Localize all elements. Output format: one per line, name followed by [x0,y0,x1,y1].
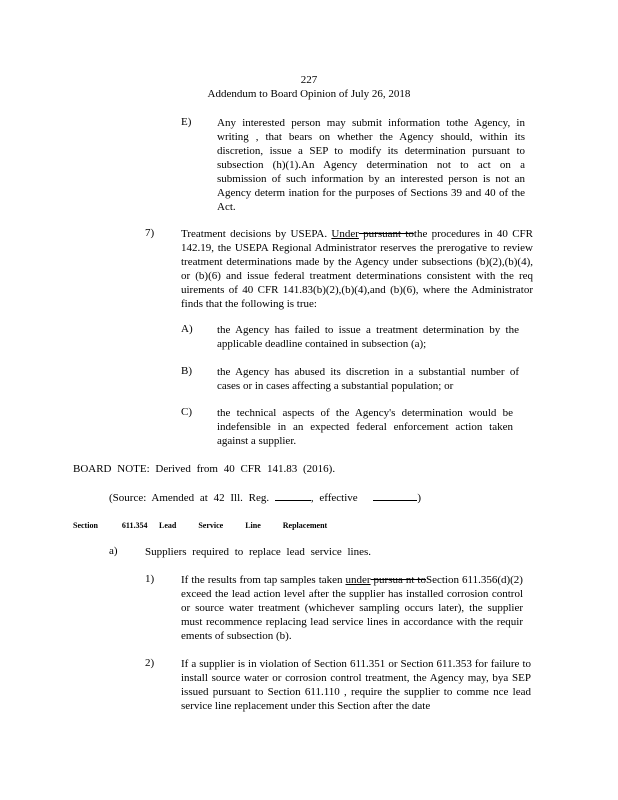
item-a1-text-a: If the results from tap samples taken [181,574,346,586]
source-mid: , effective [310,492,358,504]
source-blank-2 [373,490,417,501]
page-number: 227 [300,74,318,86]
item-7-text-b: the procedures in 40 CFR 142.19, the USEPA Regional Administrator reserves the prerogative to review treatment determinations made by the Agency under subsections (b)(2),(b)(4), or (b)(6) and issue federal treatment determinations consistent with the req uirements of 40 CFR 141.83(b)(2),(b)(4),and (b)(6), where the Administrator finds that the following is true: [181,228,533,310]
item-7c-text: the technical aspects of the Agency's determination would be indefensible in an expected federal enforcement action taken against a supplier. [217,407,513,447]
item-7-label: 7) [145,227,155,239]
subsection-a-label: a) [109,545,118,557]
item-e-label: E) [181,116,192,128]
source-prefix: (Source: Amended at 42 Ill. Reg. [109,492,270,504]
item-7a-text: the Agency has failed to issue a treatment determination by the applicable deadline contained in subsection (a); [217,324,519,350]
section-title: Lead Service Line Replacement [159,521,328,530]
addendum-header: Addendum to Board Opinion of July 26, 2018 [207,88,411,100]
item-7-text-a: Treatment decisions by USEPA. [181,228,332,240]
item-a2-text: If a supplier is in violation of Section 611.351 or Section 611.353 for failure to install source water or corrosion control treatment, the Agency may, bya SEP issued pursuant to Section 611.110 , require the supplier to comme nce lead service line replacement under this Section after the date [181,658,531,712]
section-number: Section 611.354 [73,521,148,530]
item-a1-inserted: under [345,574,371,586]
item-7a-label: A) [181,323,193,335]
item-a1-deleted: pursua nt to [370,574,426,586]
source-line [109,490,421,505]
item-e-text: Any interested person may submit information tothe Agency, in writing , that bears on whether the Agency should, within its discretion, issue a SEP to modify its determination pursuant to subsection (h)(1).An Agency determination not to act on a submission of such information by an interested person is not an Agency determ ination for the purposes of Sections 39 and 40 of the Act. [217,117,525,213]
item-7b-label: B) [181,365,192,377]
item-7-deleted: pursuant to [358,228,414,240]
board-note: BOARD NOTE: Derived from 40 CFR 141.83 (2016). [73,463,336,475]
item-a2-label: 2) [145,657,155,669]
item-a1-text-b: Section 611.356(d)(2) exceed the lead action level after the supplier has installed corrosion control or source water treatment (whichever sampling occurs later), the supplier must recommence replacing lead service lines in accordance with the requir ements of subsection (b). [181,574,523,642]
item-7-inserted: Under [331,228,359,240]
item-7c-label: C) [181,406,192,418]
item-a1-text [181,573,523,643]
item-a1-label: 1) [145,573,155,585]
item-7b-text: the Agency has abused its discretion in a substantial number of cases or in cases affecting a substantial population; or [217,366,519,392]
subsection-a-text: Suppliers required to replace lead service lines. [145,546,372,558]
source-blank-1 [275,490,311,501]
item-7-text [181,227,533,311]
source-suffix: ) [417,492,422,504]
